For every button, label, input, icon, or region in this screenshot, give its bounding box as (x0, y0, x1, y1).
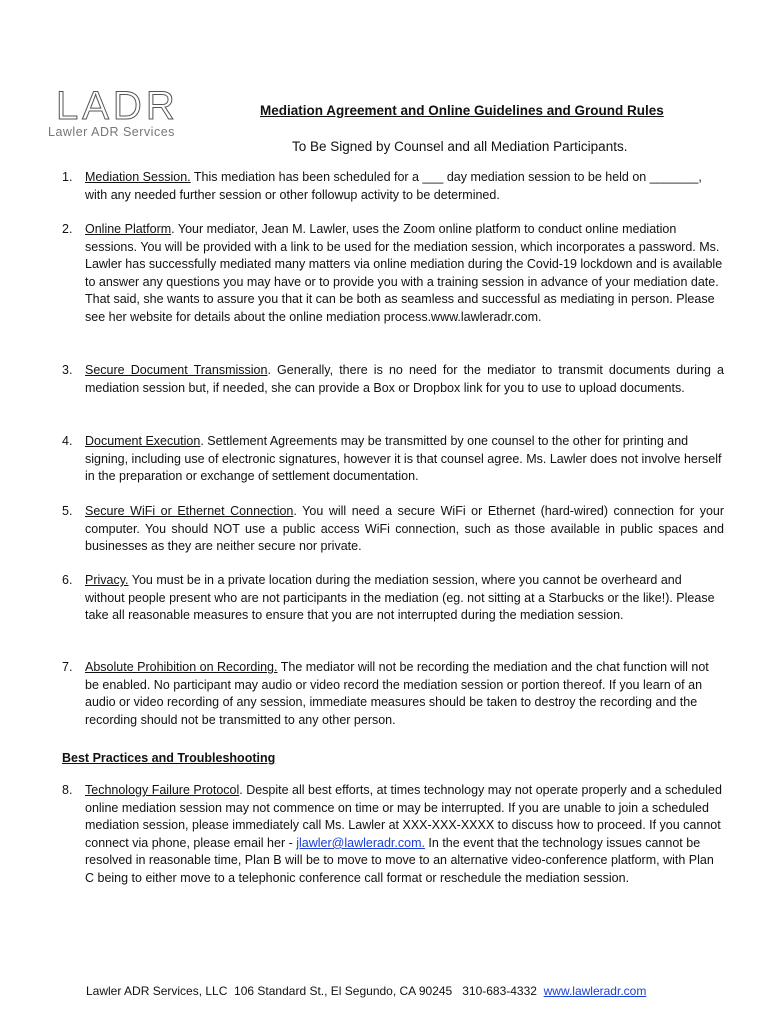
footer-text: Lawler ADR Services, LLC 106 Standard St., El Segundo, CA 90245 310-683-4332 (86, 984, 544, 998)
website-link[interactable]: www.lawleradr.com (543, 984, 647, 998)
list-item (62, 362, 724, 397)
item-text: . Despite all best efforts, at times technology may not operate properly and a scheduled online mediation session may not commence on time or may be interrupted. If you are unable to join a scheduled mediation session, please immediately call Ms. Lawler at XXX-XXX-XXXX to discuss how to proceed. If you cannot connect via phone, please email her - (85, 783, 722, 850)
item-number: 4. (62, 434, 73, 448)
list-item (62, 433, 724, 486)
section-heading: Best Practices and Troubleshooting (62, 751, 276, 765)
item-heading: Privacy. (85, 573, 129, 587)
document-title: Mediation Agreement and Online Guidelines and Ground Rules (260, 103, 664, 118)
item-number: 5. (62, 504, 73, 518)
email-link[interactable]: jlawler@lawleradr.com. (296, 835, 425, 850)
item-number: 1. (62, 170, 73, 184)
logo-subtitle: Lawler ADR Services (48, 125, 175, 139)
item-text: . Settlement Agreements may be transmitted by one counsel to the other for printing and signing, including use of electronic signatures, however it is that counsel agree. Ms. Lawler does not involve herself in the preparation or exchange of settlement documentation. (85, 434, 722, 484)
item-text: You must be in a private location during the mediation session, where you cannot be overheard and without people present who are not participants in the mediation (eg. not sitting at a Starbucks or the like!). Please take all reasonable measures to ensure that you are not interrupted during the mediation session. (85, 573, 715, 623)
list-item (62, 782, 724, 888)
item-text-continued: In the event that the technology issues cannot be resolved in reasonable time, Plan B will be to move to move to an alternative video-conference platform, with Plan C being to either move to a telephonic conference call format or reschedule the mediation session. (85, 835, 714, 885)
list-item (62, 221, 724, 327)
item-number: 3. (62, 363, 73, 377)
footer (86, 984, 646, 998)
item-number: 8. (62, 783, 73, 797)
item-heading: Secure Document Transmission (85, 363, 268, 377)
item-heading: Document Execution (85, 434, 201, 448)
item-text: . You will need a secure WiFi or Ethernet (hard-wired) connection for your computer. You should NOT use a public access WiFi connection, such as those available in public spaces and businesses as they are neither secure nor private. (85, 504, 725, 554)
logo-mark: LADR (56, 84, 179, 128)
item-heading: Mediation Session. (85, 170, 191, 184)
item-text: . Generally, there is no need for the mediator to transmit documents during a mediation session but, if needed, she can provide a Box or Dropbox link for you to use to upload documents. (85, 363, 725, 395)
list-item (62, 169, 724, 204)
list-item (62, 572, 724, 625)
item-text: . Your mediator, Jean M. Lawler, uses the Zoom online platform to conduct online mediation sessions. You will be provided with a link to be used for the mediation session, which incorporates a password. Ms. Lawler has successfully mediated many matters via online mediation during the Covid-19 lockdown and is available to answer any questions you may have or to provide you with a training session in advance of your mediation date. That said, she wants to assure you that it can be both as seamless and successful as mediating in person. Please see her website for details about the online mediation process.www.lawleradr.com. (85, 222, 723, 324)
item-heading: Secure WiFi or Ethernet Connection (85, 504, 294, 518)
item-heading: Technology Failure Protocol (85, 783, 240, 797)
logo (48, 86, 193, 139)
document-subtitle: To Be Signed by Counsel and all Mediation Participants. (292, 139, 628, 154)
item-heading: Absolute Prohibition on Recording. (85, 660, 278, 674)
list-item (62, 503, 724, 556)
list-item (62, 659, 724, 729)
item-heading: Online Platform (85, 222, 172, 236)
item-number: 6. (62, 573, 73, 587)
item-number: 2. (62, 222, 73, 236)
item-text: The mediator will not be recording the mediation and the chat function will not be enabled. No participant may audio or video record the mediation session or portion thereof. If you learn of an audio or video recording of any session, immediate measures should be taken to destroy the recording and the recording should not be transmitted to any other person. (85, 660, 709, 727)
item-number: 7. (62, 660, 73, 674)
item-text: This mediation has been scheduled for a ___ day mediation session to be held on _______, with any needed further session or other followup activity to be determined. (85, 170, 702, 202)
